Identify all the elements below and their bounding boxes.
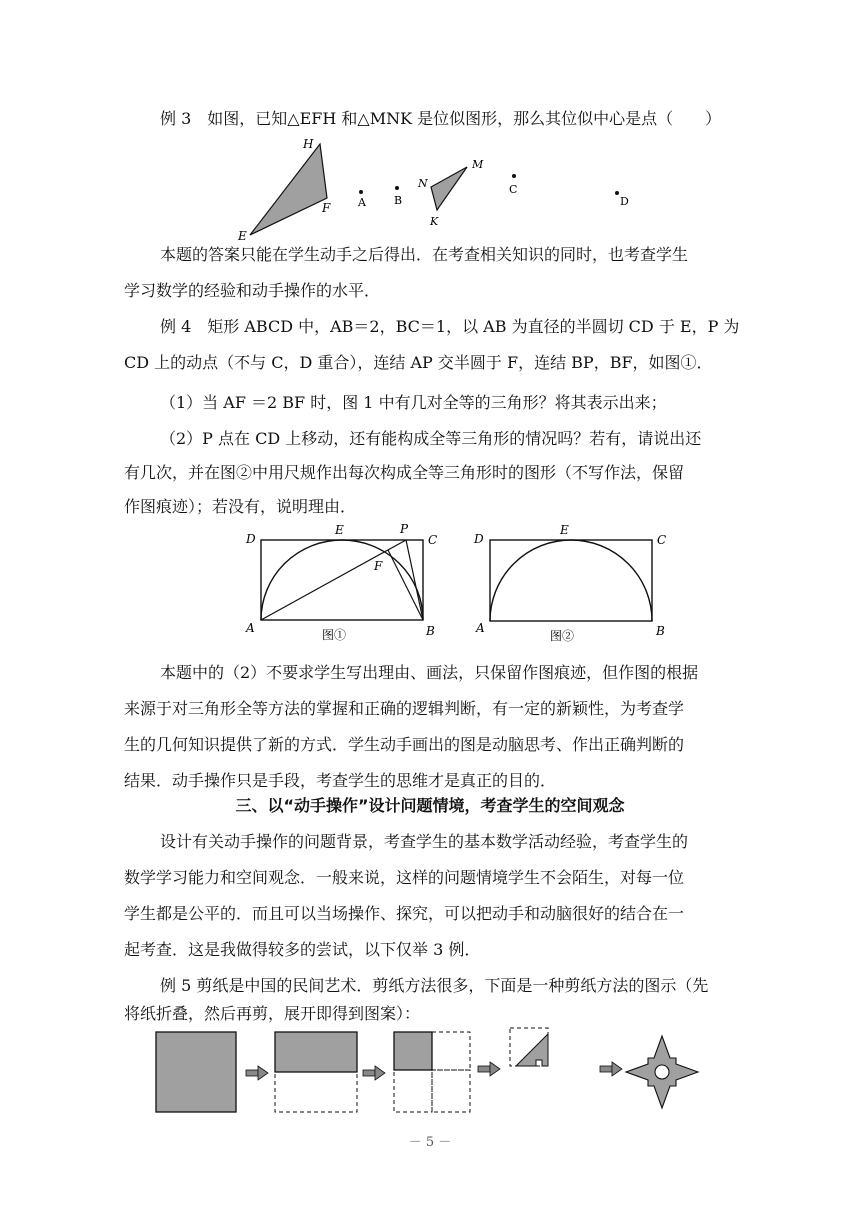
label-K: K <box>430 215 439 228</box>
label-F: F <box>322 201 331 215</box>
semicircle <box>261 540 423 620</box>
figure-1-caption: 图① <box>322 628 347 642</box>
label-E: E <box>560 523 569 537</box>
figure-2 <box>468 520 678 646</box>
section-heading: 三、以“动手操作”设计问题情境，考查学生的空间观念 <box>235 796 625 815</box>
label-A: A <box>246 621 255 635</box>
label-D: D <box>246 532 256 546</box>
paragraph-3-line-4: 起考查．这是我做得较多的尝试，以下仅举 3 例． <box>124 940 481 959</box>
point-D <box>615 191 619 195</box>
question-2-line-3: 作图痕迹）；若没有，说明理由． <box>124 497 357 516</box>
label-E: E <box>335 523 344 537</box>
label-E: E <box>238 229 247 242</box>
label-H: H <box>303 137 314 151</box>
arrow-icon <box>363 1066 385 1080</box>
label-D: D <box>474 532 484 546</box>
label-C: C <box>657 533 667 547</box>
folded-half-filled <box>275 1032 357 1072</box>
page-number: － 5 － <box>408 1135 452 1150</box>
point-A <box>359 190 363 194</box>
label-M: M <box>472 158 484 171</box>
example-3-figure <box>230 132 660 242</box>
example-4-line-2: CD 上的动点（不与 C，D 重合），连结 AP 交半圆于 F，连结 BP，BF，如图①． <box>124 353 713 372</box>
label-A: A <box>358 196 366 209</box>
paragraph-3-line-3: 学生都是公平的．而且可以当场操作、探究，可以把动手和动脑很好的结合在一 <box>124 904 685 923</box>
segment-bp <box>406 540 423 620</box>
segment-ap <box>261 540 406 620</box>
example-3-text: 例 3 如图，已知△EFH 和△MNK 是位似图形，那么其位似中心是点（ ） <box>160 109 722 128</box>
paragraph-1-line-1: 本题的答案只能在学生动手之后得出．在考查相关知识的同时，也考查学生 <box>160 245 689 264</box>
star-pattern <box>626 1036 698 1108</box>
label-F: F <box>374 559 383 573</box>
rectangle-abcd-2 <box>490 540 652 621</box>
quarter-dashed-tr <box>432 1032 470 1070</box>
segment-bf <box>388 550 423 620</box>
label-D: D <box>620 195 629 208</box>
figure-2-caption: 图② <box>550 629 575 643</box>
rectangle-abcd <box>261 540 423 620</box>
point-B <box>395 186 399 190</box>
point-C <box>512 174 516 178</box>
paper-cutting-figure <box>150 1024 710 1116</box>
arrow-icon <box>600 1062 622 1076</box>
label-C: C <box>509 183 518 196</box>
folded-quarter-filled <box>394 1032 432 1070</box>
cut-piece <box>516 1034 548 1066</box>
paragraph-3-line-1: 设计有关动手操作的问题背景，考查学生的基本数学活动经验，考查学生的 <box>160 832 689 851</box>
paragraph-1-line-2: 学习数学的经验和动手操作的水平． <box>124 281 381 300</box>
paragraph-2-line-1: 本题中的（2）不要求学生写出理由、画法，只保留作图痕迹，但作图的根据 <box>160 663 699 682</box>
paragraph-2-line-4: 结果．动手操作只是手段，考查学生的思维才是真正的目的． <box>124 771 557 790</box>
semicircle-2 <box>490 540 652 621</box>
arrow-icon <box>478 1062 500 1076</box>
label-N: N <box>418 177 428 190</box>
figure-1 <box>240 520 450 646</box>
label-B: B <box>394 194 403 207</box>
example-5-line-1: 例 5 剪纸是中国的民间艺术．剪纸方法很多，下面是一种剪纸方法的图示（先 <box>160 976 709 995</box>
triangle-efh <box>250 144 327 235</box>
label-A: A <box>476 621 485 635</box>
label-B: B <box>656 624 665 638</box>
arrow-icon <box>246 1066 268 1080</box>
question-1: （1）当 AF ＝2 BF 时，图 1 中有几对全等的三角形？将其表示出来； <box>160 393 667 412</box>
label-P: P <box>400 522 409 536</box>
triangle-mnk <box>431 167 467 210</box>
question-2-line-1: （2）P 点在 CD 上移动，还有能构成全等三角形的情况吗？若有，请说出还 <box>160 429 702 448</box>
label-C: C <box>428 533 438 547</box>
example-4-line-1: 例 4 矩形 ABCD 中，AB＝2，BC＝1，以 AB 为直径的半圆切 CD 于 E，P 为 <box>160 317 740 336</box>
label-B: B <box>426 624 435 638</box>
folded-half-dashed <box>275 1072 357 1112</box>
quarter-dashed-br <box>432 1070 470 1112</box>
quarter-dashed-bl <box>394 1070 432 1112</box>
example-5-line-2: 将纸折叠，然后再剪，展开即得到图案）： <box>124 1004 421 1023</box>
question-2-line-2: 有几次，并在图②中用尺规作出每次构成全等三角形时的图形（不写作法，保留 <box>124 463 685 482</box>
paragraph-3-line-2: 数学学习能力和空间观念．一般来说，这样的问题情境学生不会陌生，对每一位 <box>124 868 685 887</box>
paper-square <box>156 1032 236 1112</box>
paragraph-2-line-3: 生的几何知识提供了新的方式．学生动手画出的图是动脑思考、作出正确判断的 <box>124 735 685 754</box>
paragraph-2-line-2: 来源于对三角形全等方法的掌握和正确的逻辑判断，有一定的新颖性，为考查学 <box>124 699 685 718</box>
